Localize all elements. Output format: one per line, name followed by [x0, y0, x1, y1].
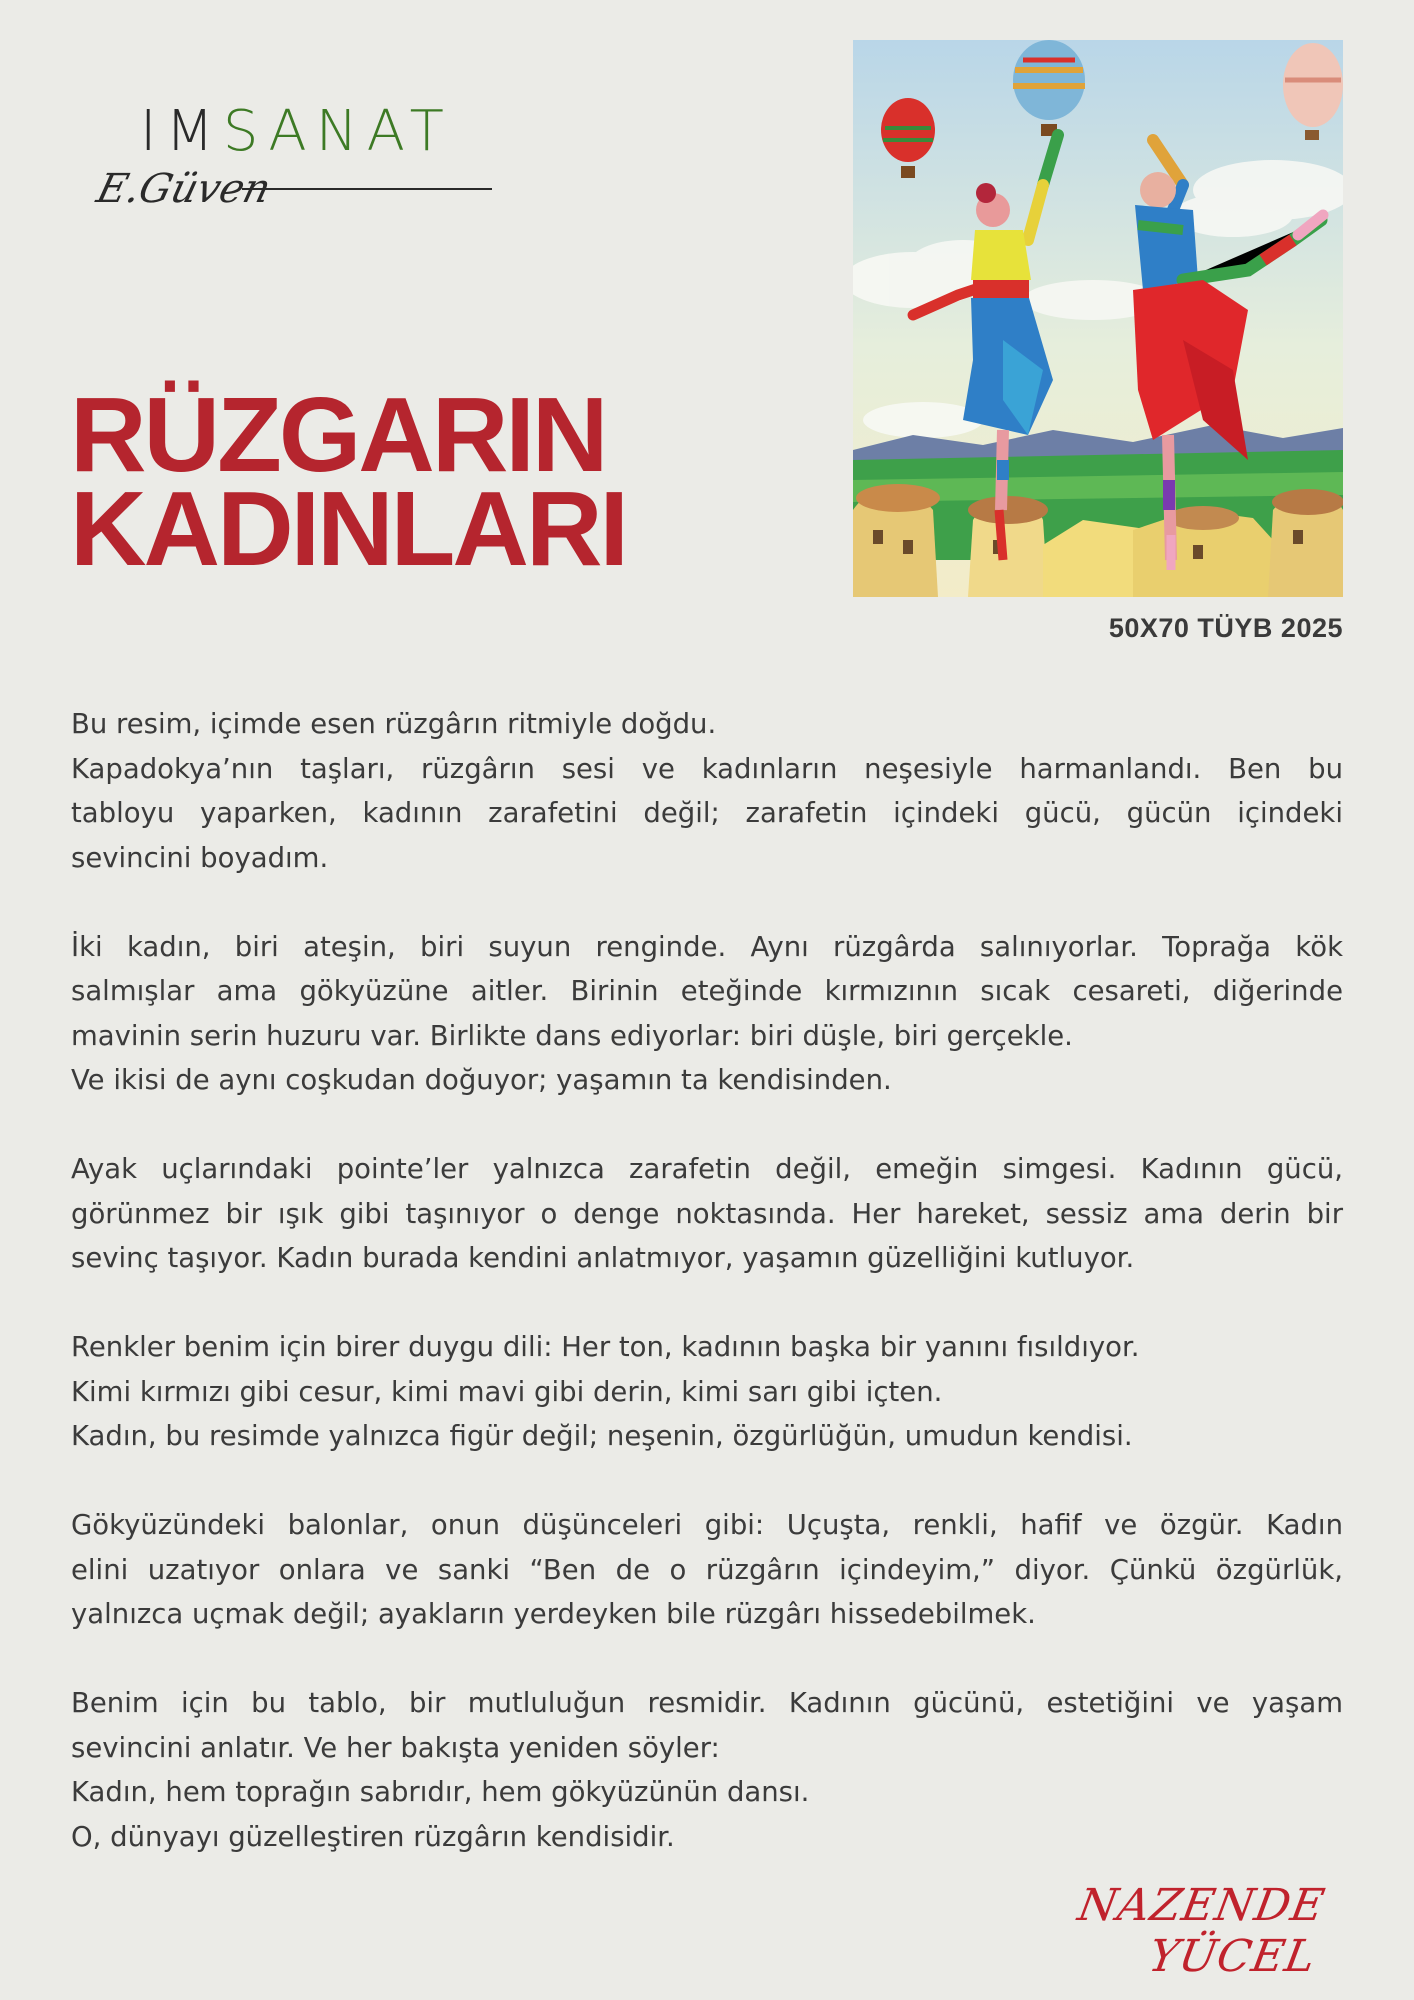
text-line: tabloyu yaparken, kadının zarafetini değil; zarafetin içindeki gücü, gücün içindeki	[71, 797, 1343, 829]
paragraph-3	[71, 1147, 1343, 1281]
paragraph-1	[71, 702, 1343, 880]
text-line: Ve ikisi de aynı coşkudan doğuyor; yaşamın ta kendisinden.	[71, 1064, 892, 1096]
text-line: İki kadın, biri ateşin, biri suyun renginde. Aynı rüzgârda salınıyorlar. Toprağa kök	[71, 930, 1343, 963]
text-line: Kapadokya’nın taşları, rüzgârın sesi ve kadınların neşesiyle harmanlandı. Ben bu	[71, 752, 1343, 785]
paragraph-4	[71, 1325, 1343, 1459]
text-line: Kadın, bu resimde yalnızca figür değil; neşenin, özgürlüğün, umudun kendisi.	[71, 1420, 1133, 1452]
paragraph-2	[71, 925, 1343, 1103]
imsanat-logo	[92, 96, 518, 236]
logo-underline	[242, 188, 492, 190]
logo-sanat-text: SANAT	[222, 99, 453, 164]
text-line: sevincini boyadım.	[71, 841, 329, 874]
text-line: sevinç taşıyor. Kadın burada kendini anlatmıyor, yaşamın güzelliğini kutluyor.	[71, 1242, 1135, 1274]
paragraph-6	[71, 1681, 1343, 1859]
page-title	[70, 376, 690, 588]
text-line: Gökyüzündeki balonlar, onun düşünceleri gibi: Uçuşta, renkli, hafif ve özgür. Kadın	[71, 1509, 1343, 1541]
text-line: Bu resim, içimde esen rüzgârın ritmiyle doğdu.	[71, 708, 717, 740]
text-line: O, dünyayı güzelleştiren rüzgârın kendisidir.	[71, 1820, 675, 1853]
paragraph-5	[71, 1503, 1343, 1637]
painting-caption: 50X70 TÜYB 2025	[1108, 613, 1343, 643]
logo-im-text: IM	[140, 99, 223, 164]
logo-wordmark	[140, 96, 453, 168]
title-line-1: RÜZGARIN	[70, 376, 606, 494]
text-line: Kimi kırmızı gibi cesur, kimi mavi gibi derin, kimi sarı gibi içten.	[71, 1375, 943, 1408]
text-line: salmışlar ama gökyüzüne aitler. Birinin eteğinde kırmızının sıcak cesareti, diğerinde	[71, 975, 1343, 1007]
text-line: görünmez bir ışık gibi taşınıyor o denge noktasında. Her hareket, sessiz ama derin bir	[71, 1197, 1343, 1230]
text-line: Renkler benim için birer duygu dili: Her ton, kadının başka bir yanını fısıldıyor.	[71, 1331, 1140, 1363]
author-signature: NAZENDE YÜCEL	[1074, 1880, 1329, 1982]
text-line: Kadın, hem toprağın sabrıdır, hem gökyüzünün dansı.	[71, 1776, 810, 1808]
text-line: Benim için bu tablo, bir mutluluğun resmidir. Kadının gücünü, estetiğini ve yaşam	[71, 1687, 1343, 1719]
text-line: Ayak uçlarındaki pointe’ler yalnızca zarafetin değil, emeğin simgesi. Kadının gücü,	[71, 1153, 1343, 1185]
text-line: sevincini anlatır. Ve her bakışta yeniden söyler:	[71, 1731, 720, 1764]
text-line: yalnızca uçmak değil; ayakların yerdeyken bile rüzgârı hissedebilmek.	[71, 1598, 1036, 1630]
title-line-2: KADINLARI	[70, 470, 626, 588]
logo-signature: E.Güven	[92, 166, 276, 212]
article-body	[71, 702, 1343, 1904]
text-line: mavinin serin huzuru var. Birlikte dans ediyorlar: biri düşle, biri gerçekle.	[71, 1019, 1073, 1052]
painting-image	[853, 40, 1343, 597]
text-line: elini uzatıyor onlara ve sanki “Ben de o rüzgârın içindeyim,” diyor. Çünkü özgürlük,	[71, 1553, 1343, 1586]
